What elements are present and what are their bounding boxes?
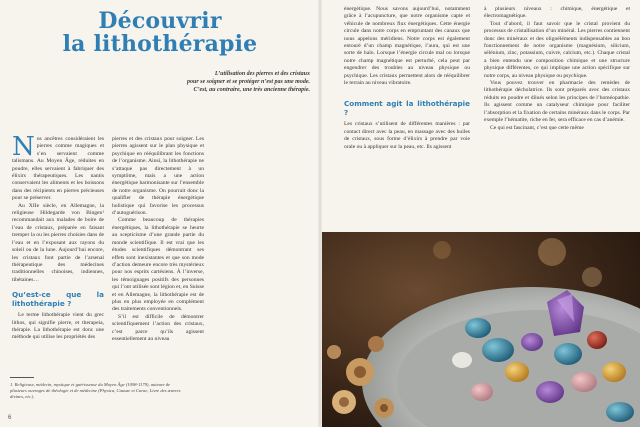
page-number: 6 [8, 415, 12, 421]
left-column-1 [12, 132, 104, 342]
intro-line: pour se soigner et se protéger n’est pas une mode. [187, 79, 310, 85]
crystals-photo [322, 232, 640, 427]
paragraph: Les cristaux s’utilisent de différentes manières : par contact direct avec la peau, en massage avec des huiles de cristaux, sous forme d’élixirs à prendre par voie orale ou à appliquer sur la peau, etc. Ils agissent [344, 121, 470, 150]
intro-line: C’est, au contraire, une très ancienne thérapie. [193, 87, 310, 93]
paragraph: Vous pouvez trouver en pharmacie des remèdes de lithothérapie décholatrice. Ils sont préparés avec des cristaux réduits en poudre et dilués selon les principes de l’homéopathie. Ils agissent comme un catalyseur chimique pour faciliter l’absorption et la fixation de certains minéraux dans le corps. Par exemple l’hématite, riche en fer, sera efficace en cas d’anémie. [484, 80, 630, 124]
right-column-1 [344, 6, 470, 151]
paragraph: Au XIIe siècle, en Allemagne, la religieuse Hildegarde von Bingen¹ recommandait aux malades de boire de l’eau de cristaux, préparée en faisant tremper la ou les pierres choisies dans de l’eau et en l’exposant aux rayons du soleil ou de la lune. Aujourd’hui encore, les cristaux font partie de l’arsenal thérapeutique des médecines traditionnelles chinoises, indiennes, tibétaines… [12, 202, 104, 283]
section-heading: Comment agit la lithothérapie ? [344, 99, 470, 118]
intro-text [90, 70, 310, 94]
paragraph: os ancêtres considéraient les pierres comme magiques et s’en servaient comme talismans. Au Moyen Âge, réduites en poudre, elles servaient à fabriquer des élixirs thérapeutiques. Les nantis conservaient les aliments et les boissons dans des récipients en pierres précieuses pour se préserver. [12, 136, 104, 202]
paragraph: à plusieurs niveaux : chimique, énergétique et électromagnétique. [484, 6, 630, 20]
page-title-line2: la lithothérapie [62, 31, 258, 57]
paragraph: pierres et des cristaux pour soigner. Les pierres agissent sur le plan physique et psychique en rééquilibrant les fonctions de l’organisme. Ainsi, la lithothérapie ne s’attaque pas directement à un symptôme, mais a une action énergétique harmonisante sur l’ensemble de notre organisme. On pourrait donc la qualifier de thérapie énergétique holistique qui favorise les processus d’autoguérison. [112, 136, 204, 217]
paragraph: S’il est difficile de démontrer scientifiquement l’action des cristaux, c’est parce qu’ils agissent essentiellement au niveau [112, 313, 204, 342]
right-column-2 [484, 6, 630, 132]
footnote: 1. Religieuse, médecin, mystique et guérisseuse du Moyen Âge (1098-1179), auteure de plusieurs ouvrages de théologie et de médecine (Physica, Causae et Curae, Livre des œuvres divines, etc.). [10, 382, 181, 399]
page-title-line1: Découvrir [98, 8, 222, 34]
paragraph: Tout d’abord, il faut savoir que le cristal provient du processus de cristallisation d’un minéral. Les pierres contiennent donc des minéraux et des oligoéléments indispensables au bon fonctionnement de notre organisme (magnésium, silicium, sélénium, zinc, potassium, cuivre, calcium, etc.). Chaque cristal a bien entendu une composition chimique et une structure physique différentes, ce qui implique une action spécifique sur notre corps, au niveau physique ou psychique. [484, 20, 630, 79]
footnote-divider [10, 377, 34, 378]
drop-cap: N [12, 132, 35, 162]
paragraph: Comme beaucoup de thérapies énergétiques, la lithothérapie se heurte au scepticisme d’une grande partie du monde scientifique. Il est vrai que les études scientifiques démontrant ses effets sont inexistantes et que son mode d’action demeure encore très mystérieux pour nos esprits cartésiens. À l’inverse, les témoignages positifs des personnes qui l’ont utilisée sont légion et, en Suisse et en Allemagne, la lithothérapie est de plus en plus employée en complément des traitements conventionnels. [112, 217, 204, 313]
paragraph: énergétique. Nous savons aujourd’hui, notamment grâce à l’acupuncture, que notre organisme capte et véhicule de nombreux flux énergétiques. Cette énergie circule dans notre corps en empruntant des canaux que nous appelons méridiens. Notre corps est également entouré d’un champ magnétique, l’aura, qui est une sorte de halo. Lorsque l’énergie circule mal ou lorsque notre champ magnétique est perturbé, cela peut par engendrer des troubles au niveau physique ou psychique. Les cristaux permettent alors de rééquilibrer le terrain au niveau vibratoire. [344, 6, 470, 87]
section-heading: Qu’est-ce que la lithothérapie ? [12, 290, 104, 309]
left-column-2 [112, 136, 204, 343]
paragraph: Ce qui est fascinant, c’est que cette même [490, 124, 584, 131]
intro-line: L’utilisation des pierres et des cristaux [214, 71, 310, 77]
paragraph: Le terme lithothérapie vient du grec lithos, qui signifie pierre, et therapeia, thérapie. La lithothérapie est donc une méthode qui utilise les propriétés des [12, 312, 104, 341]
